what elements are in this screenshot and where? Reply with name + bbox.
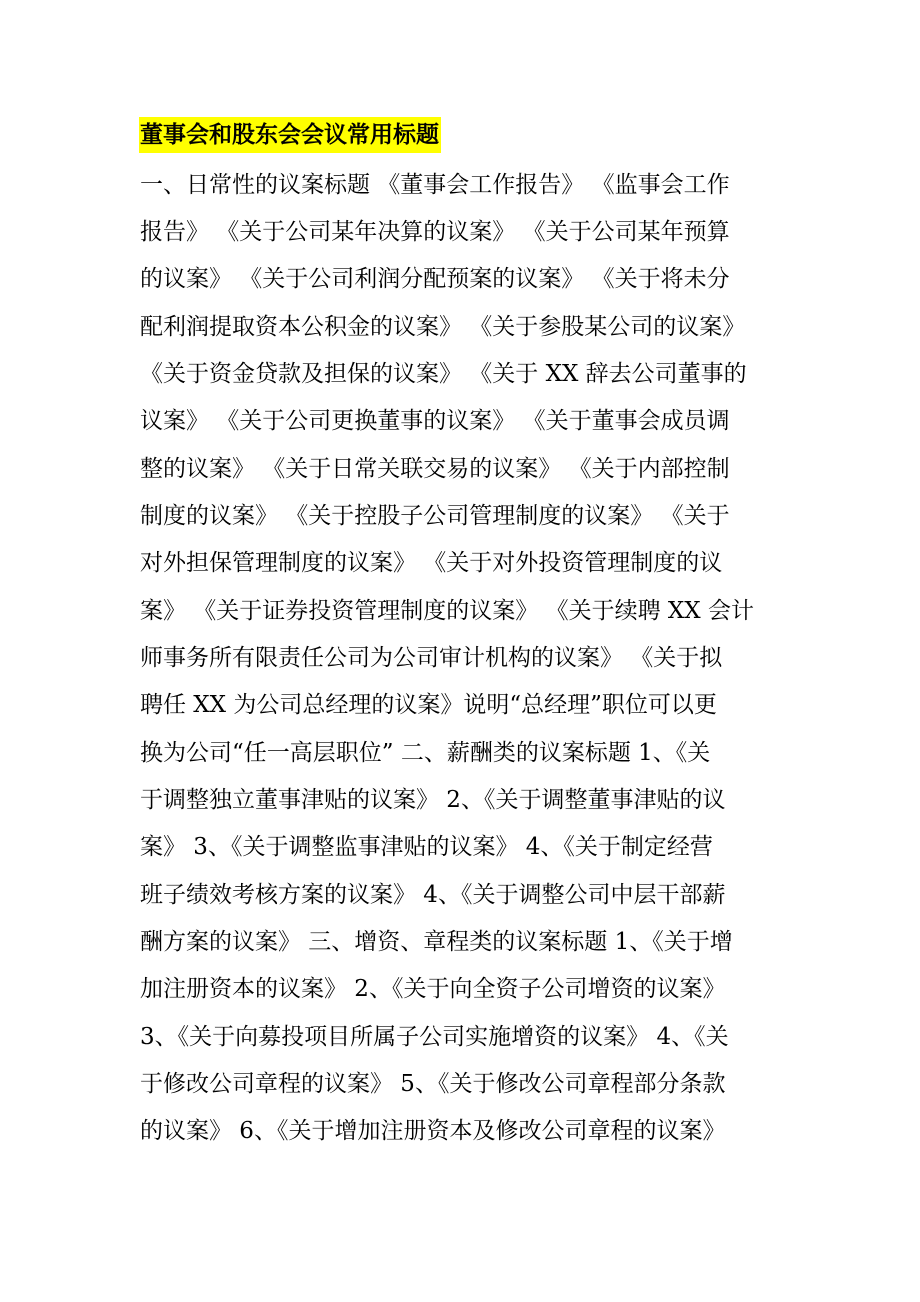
body-line: 案》 《关于证券投资管理制度的议案》 《关于续聘 XX 会计 [140, 598, 754, 624]
body-line: 一、日常性的议案标题 《董事会工作报告》 《监事会工作 [140, 172, 730, 198]
body-line: 整的议案》 《关于日常关联交易的议案》 《关于内部控制 [140, 456, 730, 482]
body-line: 议案》 《关于公司更换董事的议案》 《关于董事会成员调 [140, 408, 730, 434]
body-line: 加注册资本的议案》 2、《关于向全资子公司增资的议案》 [140, 976, 726, 1002]
body-line: 制度的议案》 《关于控股子公司管理制度的议案》 《关于 [140, 503, 730, 529]
body-line: 班子绩效考核方案的议案》 4、《关于调整公司中层干部薪 [140, 882, 726, 908]
body-line: 案》 3、《关于调整监事津贴的议案》 4、《关于制定经营 [140, 834, 713, 860]
document-title: 董事会和股东会会议常用标题 [139, 117, 441, 153]
body-line: 的议案》 6、《关于增加注册资本及修改公司章程的议案》 [140, 1118, 726, 1144]
body-line: 师事务所有限责任公司为公司审计机构的议案》 《关于拟 [140, 645, 723, 671]
body-line: 的议案》 《关于公司利润分配预案的议案》 《关于将未分 [140, 266, 730, 292]
body-line: 配利润提取资本公积金的议案》 《关于参股某公司的议案》 [140, 314, 746, 340]
body-line: 酬方案的议案》 三、增资、章程类的议案标题 1、《关于增 [140, 929, 733, 955]
body-line: 聘任 XX 为公司总经理的议案》说明“总经理”职位可以更 [140, 692, 717, 718]
body-line: 对外担保管理制度的议案》 《关于对外投资管理制度的议 [140, 550, 723, 576]
body-line: 于调整独立董事津贴的议案》 2、《关于调整董事津贴的议 [140, 787, 726, 813]
body-line: 于修改公司章程的议案》 5、《关于修改公司章程部分条款 [140, 1071, 726, 1097]
body-line: 3、《关于向募投项目所属子公司实施增资的议案》 4、《关 [140, 1024, 729, 1050]
body-line: 报告》 《关于公司某年决算的议案》 《关于公司某年预算 [140, 219, 730, 245]
body-line: 《关于资金贷款及担保的议案》 《关于 XX 辞去公司董事的 [140, 361, 747, 387]
body-line: 换为公司“任一高层职位” 二、薪酬类的议案标题 1、《关 [140, 740, 711, 766]
